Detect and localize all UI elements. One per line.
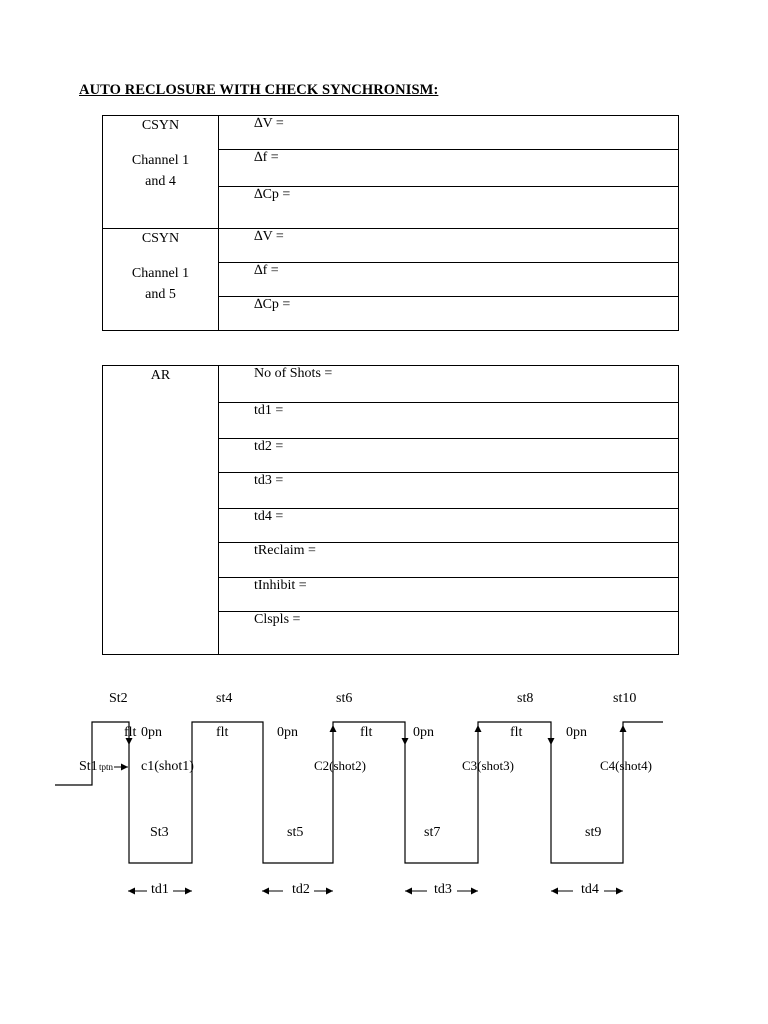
dead-time-td1 [128, 882, 192, 897]
state-label-top: St2 [109, 691, 128, 706]
state-waveform [55, 722, 663, 863]
csyn-field-df[interactable]: ∆f = [219, 263, 679, 297]
state-label-bottom: st7 [424, 825, 441, 840]
csyn-field-dcp[interactable]: ∆Cp = [219, 187, 679, 229]
ar-field-clspls[interactable]: Clspls = [219, 612, 679, 655]
dead-time-td4 [551, 882, 623, 897]
dead-time-td3 [405, 882, 478, 897]
reclosure-timing-diagram [0, 680, 768, 910]
flt-label: flt [216, 725, 229, 740]
dead-time-label: td2 [292, 882, 310, 897]
ar-field-td1[interactable]: td1 = [219, 403, 679, 439]
close-label: C4(shot4) [600, 758, 652, 773]
ar-label-cell [103, 366, 219, 655]
csyn-field-dv[interactable]: ∆V = [219, 116, 679, 150]
state-label-top: st6 [336, 691, 353, 706]
trip-label: tptn [99, 762, 114, 772]
csyn-name: CSYN [141, 231, 180, 246]
ar-settings-table [102, 365, 679, 655]
state-label-bottom: st9 [585, 825, 602, 840]
csyn-group-1-label [103, 116, 219, 229]
opn-label: 0pn [566, 725, 587, 740]
csyn-channel: Channel 1 [131, 153, 190, 168]
dead-time-label: td3 [434, 882, 452, 897]
close-label: c1(shot1) [141, 759, 194, 774]
dead-time-td2 [262, 882, 333, 897]
flt-label: flt [510, 725, 523, 740]
opn-label: 0pn [277, 725, 298, 740]
close-label: C3(shot3) [462, 758, 514, 773]
dead-time-label: td4 [581, 882, 599, 897]
ar-field-td2[interactable]: td2 = [219, 439, 679, 473]
state-label-bottom: st5 [287, 825, 304, 840]
csyn-group-2-label [103, 229, 219, 331]
opn-label: 0pn [413, 725, 434, 740]
state-label-top: st10 [613, 691, 637, 706]
ar-field-td3[interactable]: td3 = [219, 473, 679, 509]
state-label-top: st4 [216, 691, 233, 706]
flt-label: flt [360, 725, 373, 740]
ar-label: AR [150, 368, 171, 383]
csyn-field-dv[interactable]: ∆V = [219, 229, 679, 263]
csyn-settings-table [102, 115, 679, 331]
csyn-name: CSYN [141, 118, 180, 133]
page-title: AUTO RECLOSURE WITH CHECK SYNCHRONISM: [79, 82, 439, 98]
close-label: C2(shot2) [314, 758, 366, 773]
opn-label: 0pn [141, 725, 162, 740]
ar-field-no-of-shots[interactable]: No of Shots = [219, 366, 679, 403]
csyn-channel: Channel 1 [131, 266, 190, 281]
csyn-field-df[interactable]: ∆f = [219, 150, 679, 187]
csyn-field-dcp[interactable]: ∆Cp = [219, 297, 679, 331]
csyn-channel-pair: and 4 [145, 174, 176, 189]
flt-label: flt [124, 725, 137, 740]
start-state-label: St1 [79, 759, 98, 774]
ar-field-tinhibit[interactable]: tInhibit = [219, 578, 679, 612]
csyn-channel-pair: and 5 [145, 287, 176, 302]
ar-field-treclaim[interactable]: tReclaim = [219, 543, 679, 578]
state-label-bottom: St3 [150, 825, 169, 840]
dead-time-label: td1 [151, 882, 169, 897]
state-label-top: st8 [517, 691, 534, 706]
ar-field-td4[interactable]: td4 = [219, 509, 679, 543]
